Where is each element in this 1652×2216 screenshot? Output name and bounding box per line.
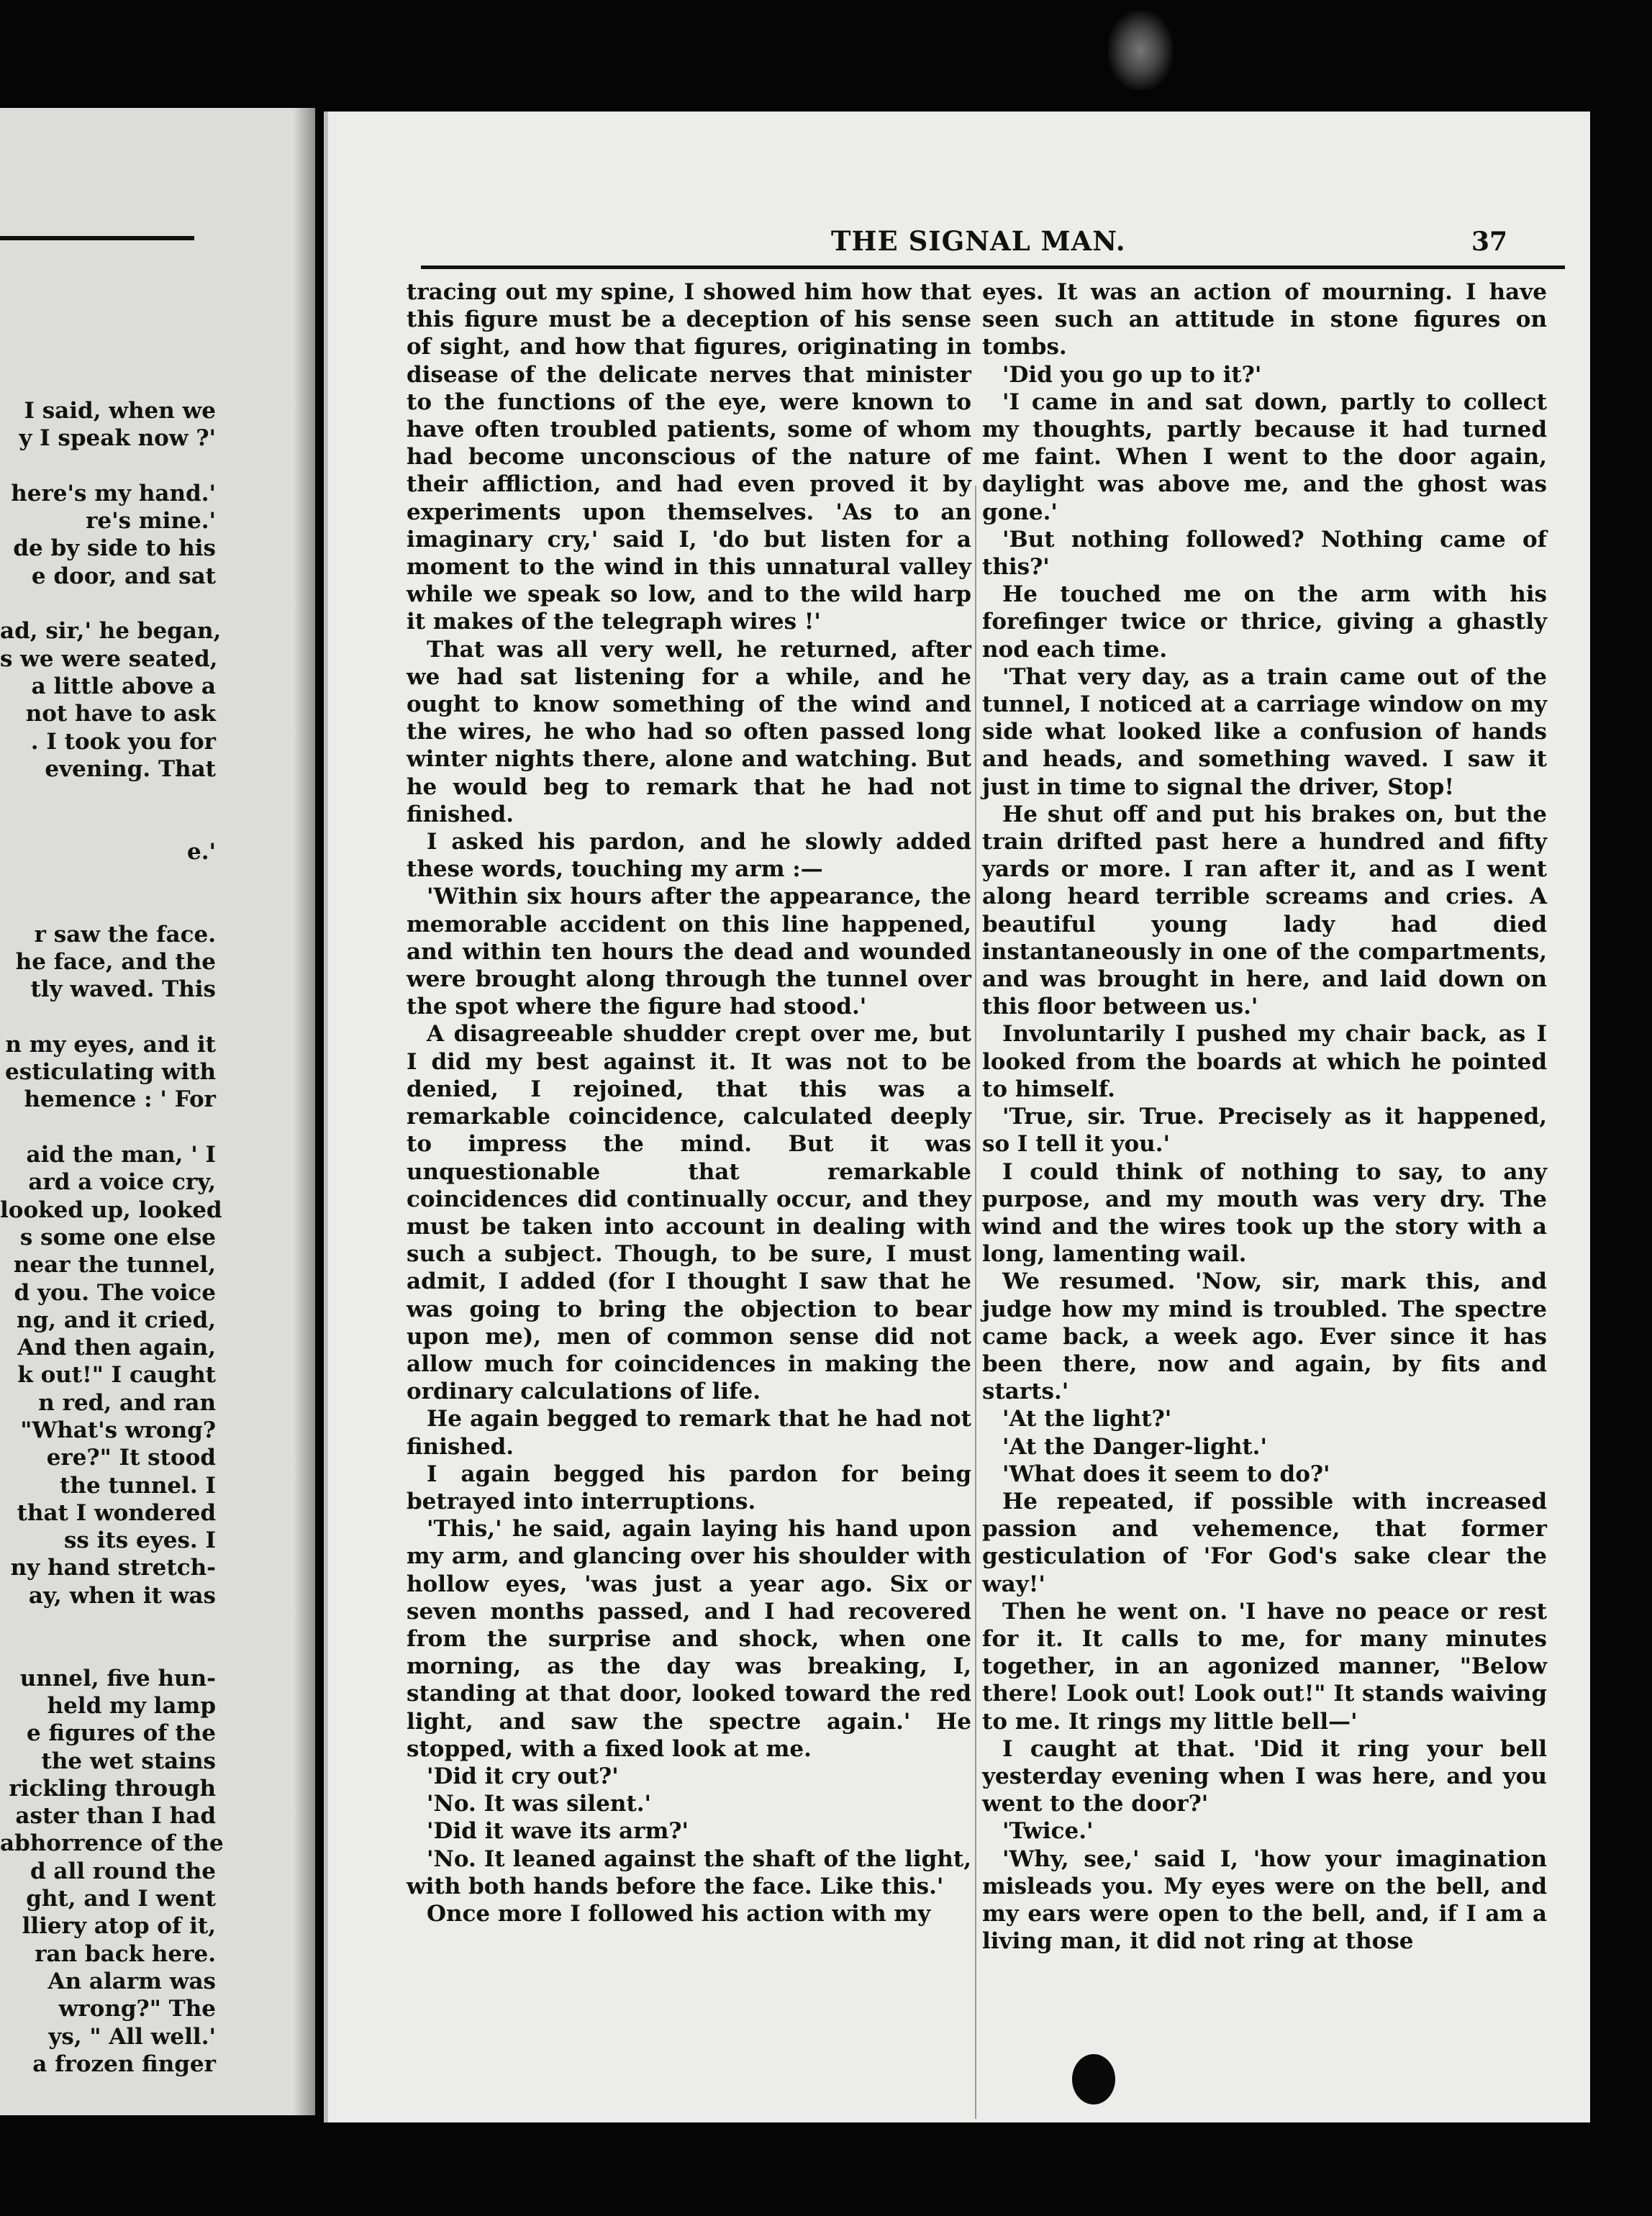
paragraph: A disagreeable shudder crept over me, but I did my best against it. It was not to be denied, I rejoined, that this was a remarkable coincidence, calculated deeply to impress the mind. But it was unquestionable that remarkable coincidences did continually occur, and they must be taken into account in dealing with such a subject. Though, to be sure, I must admit, I added (for I thought I saw that he was going to bring the objection to bear upon me), men of common sense did not allow much for coincidences in making the ordinary calculations of life. [407, 1021, 971, 1405]
paragraph: I again begged his pardon for being betrayed into interruptions. [407, 1461, 971, 1515]
left-page-line: d you. The voice [14, 1279, 216, 1306]
left-page-line [0, 590, 216, 617]
paragraph: 'No. It was silent.' [427, 1791, 652, 1817]
left-page-line: ay, when it was [28, 1582, 216, 1609]
paragraph: He repeated, if possible with increased passion and vehemence, that former gesticulation of 'For God's sake clear the way!' [982, 1488, 1547, 1597]
left-page-line: k out!" I caught [17, 1362, 216, 1389]
paragraph: 'What does it seem to do?' [1002, 1461, 1330, 1487]
paragraph: 'At the Danger-light.' [1002, 1433, 1267, 1460]
left-page-line: that I wondered [17, 1499, 216, 1526]
paragraph: He touched me on the arm with his forefinger twice or thrice, giving a ghastly nod each time. [982, 581, 1547, 663]
paragraph: 'This,' he said, again laying his hand upon my arm, and glancing over his shoulder with hollow eyes, 'was just a year ago. Six or seven months passed, and I had recovered from the surprise and shock, when one morning, as the day was breaking, I, standing at that door, looked toward the red light, and saw the spectre again.' He stopped, with a fixed look at me. [407, 1516, 971, 1762]
left-page-line: the wet stains [41, 1748, 216, 1774]
left-page-line: ere?" It stood [46, 1445, 216, 1471]
left-page-line: "What's wrong? [20, 1417, 216, 1443]
scan-smudge [1108, 11, 1173, 90]
left-page-line: ad, sir,' he began, [0, 618, 222, 645]
left-page-line: esticulating with [5, 1059, 216, 1086]
left-page-line [0, 1114, 216, 1141]
paragraph: He shut off and put his brakes on, but the train drifted past here a hundred and fifty yards or more. I ran after it, and as I went along heard terrible screams and cries. A beautiful young lady had died instantaneously in one of the compartments, and was brought in here, and laid down on this floor between us.' [982, 801, 1547, 1020]
page-number: 37 [1471, 227, 1508, 257]
paragraph: I could think of nothing to say, to any purpose, and my mouth was very dry. The wind and the wires took up the story with a long, lamenting wail. [982, 1158, 1547, 1268]
header-rule [421, 265, 1565, 269]
left-page-line: ard a voice cry, [28, 1169, 216, 1196]
paragraph: That was all very well, he returned, after we had sat listening for a while, and he ought to know something of the wind and the wires, he who had so often passed long winter nights there, alone and watching. But he would beg to remark that he had not finished. [407, 636, 971, 827]
left-page-line: ran back here. [35, 1940, 216, 1967]
left-page-line: unnel, five hun- [19, 1665, 216, 1691]
left-page [0, 108, 315, 2115]
left-page-line: near the tunnel, [13, 1252, 216, 1279]
column-divider [975, 486, 976, 2119]
left-page-line: evening. That [45, 755, 216, 782]
left-page-line: the tunnel. I [60, 1472, 216, 1499]
paragraph: 'True, sir. True. Precisely as it happened, so I tell it you.' [982, 1104, 1547, 1158]
paragraph: 'But nothing followed? Nothing came of this?' [982, 526, 1547, 581]
left-page-line: n my eyes, and it [5, 1031, 216, 1058]
left-page-line: a little above a [31, 673, 216, 699]
left-page-line: s some one else [19, 1224, 216, 1250]
left-page-line [0, 1609, 216, 1637]
left-page-line: I said, when we [24, 398, 216, 424]
left-page-line: ng, and it cried, [17, 1307, 216, 1333]
left-page-line: d all round the [30, 1858, 216, 1884]
left-page-line: n red, and ran [38, 1389, 216, 1416]
left-page-line: ny hand stretch- [10, 1555, 216, 1581]
paragraph: I caught at that. 'Did it ring your bell yesterday evening when I was here, and you went to the door?' [982, 1735, 1547, 1817]
left-page-line: not have to ask [25, 701, 216, 727]
paragraph: 'Twice.' [1002, 1818, 1094, 1845]
paragraph: Once more I followed his action with my [427, 1900, 931, 1927]
left-page-line: e door, and sat [31, 563, 216, 589]
left-page-line [0, 783, 216, 810]
paragraph: He again begged to remark that he had not finished. [407, 1406, 971, 1460]
left-page-line: hemence : ' For [24, 1086, 216, 1113]
left-page-line [0, 893, 216, 920]
text-column-right [982, 278, 1547, 1955]
left-page-line [0, 866, 216, 893]
left-page-line: aid the man, ' I [26, 1142, 216, 1168]
paragraph: 'No. It leaned against the shaft of the light, with both hands before the face. Like this.' [407, 1845, 971, 1899]
left-page-line: re's mine.' [86, 508, 216, 535]
paragraph: eyes. It was an action of mourning. I have seen such an attitude in stone figures on tombs. [982, 279, 1547, 360]
left-page-line: ss its eyes. I [63, 1527, 216, 1554]
left-page-line: ys, " All well.' [48, 2023, 216, 2050]
left-page-line: tly waved. This [30, 976, 216, 1003]
left-page-line: r saw the face. [34, 921, 216, 948]
left-page-line: abhorrence of the [0, 1830, 224, 1857]
left-page-line [0, 1637, 216, 1664]
paragraph: 'At the light?' [1002, 1406, 1172, 1432]
page-gutter-shadow [294, 108, 315, 2115]
paragraph: 'I came in and sat down, partly to collect my thoughts, partly because it had turned me faint. When I went to the door again, daylight was above me, and the ghost was gone.' [982, 389, 1547, 525]
left-page-line: lliery atop of it, [22, 1913, 216, 1940]
paragraph: 'Did it wave its arm?' [427, 1818, 689, 1845]
paragraph: 'That very day, as a train came out of the tunnel, I noticed at a carriage window on my side what looked like a confusion of hands and heads, and something waved. I saw it just in time to signal the driver, Stop! [982, 663, 1547, 800]
left-page-line: . I took you for [30, 728, 216, 755]
ink-blot [1072, 2054, 1115, 2104]
paragraph: 'Did it cry out?' [427, 1763, 619, 1789]
left-page-line: y I speak now ?' [19, 425, 216, 452]
left-page-line: And then again, [17, 1335, 216, 1361]
left-page-line: wrong?" The [58, 1996, 216, 2022]
paragraph: Then he went on. 'I have no peace or rest for it. It calls to me, for many minutes together, in an agonized manner, "Below there! Look out! Look out!" It stands waiving to me. It rings my little bell—' [982, 1598, 1547, 1735]
paragraph: We resumed. 'Now, sir, mark this, and judge how my mind is troubled. The spectre came back, a week ago. Ever since it has been there, now and again, by fits and starts.' [982, 1268, 1547, 1405]
paragraph: 'Why, see,' said I, 'how your imagination misleads you. My eyes were on the bell, and my ears were open to the bell, and, if I am a living man, it did not ring at those [982, 1845, 1547, 1955]
left-page-line [0, 810, 216, 837]
left-page-line: aster than I had [15, 1803, 216, 1830]
left-page-line: held my lamp [47, 1692, 216, 1719]
left-page-line: An alarm was [47, 1968, 216, 1994]
left-page-line: here's my hand.' [11, 480, 216, 507]
left-page-line: looked up, looked [0, 1196, 222, 1223]
paragraph: Involuntarily I pushed my chair back, as I looked from the boards at which he pointed to himself. [982, 1021, 1547, 1102]
left-page-line: s we were seated, [0, 645, 218, 672]
left-page-line: e figures of the [27, 1720, 216, 1747]
left-page-line: e.' [186, 838, 216, 865]
left-page-text [0, 397, 224, 2078]
left-page-line [0, 453, 216, 480]
left-page-rule [0, 236, 194, 240]
left-page-line [0, 1004, 216, 1031]
left-page-line: he face, and the [15, 948, 216, 975]
left-page-line: a frozen finger [32, 2051, 216, 2077]
left-page-line: ght, and I went [26, 1886, 216, 1912]
paragraph: 'Did you go up to it?' [1002, 361, 1262, 388]
text-column-left [407, 278, 971, 1927]
paragraph: tracing out my spine, I showed him how that this figure must be a deception of his sense of sight, and how that figures, originating in disease of the delicate nerves that minister to the functions of the eye, were known to have often troubled patients, some of whom had become unconscious of the nature of their affliction, and had even proved it by experiments upon themselves. 'As to an imaginary cry,' said I, 'do but listen for a moment to the wind in this unnatural valley while we speak so low, and to the wild harp it makes of the telegraph wires !' [407, 279, 971, 635]
paragraph: 'Within six hours after the appearance, the memorable accident on this line happened, and within ten hours the dead and wounded were brought along through the tunnel over the spot where the figure had stood.' [407, 884, 971, 1020]
left-page-line: de by side to his [13, 535, 216, 562]
paragraph: I asked his pardon, and he slowly added these words, touching my arm :— [407, 829, 971, 883]
left-page-line: rickling through [9, 1775, 216, 1802]
right-page [324, 112, 1590, 2122]
running-title: THE SIGNAL MAN. [831, 225, 1126, 257]
